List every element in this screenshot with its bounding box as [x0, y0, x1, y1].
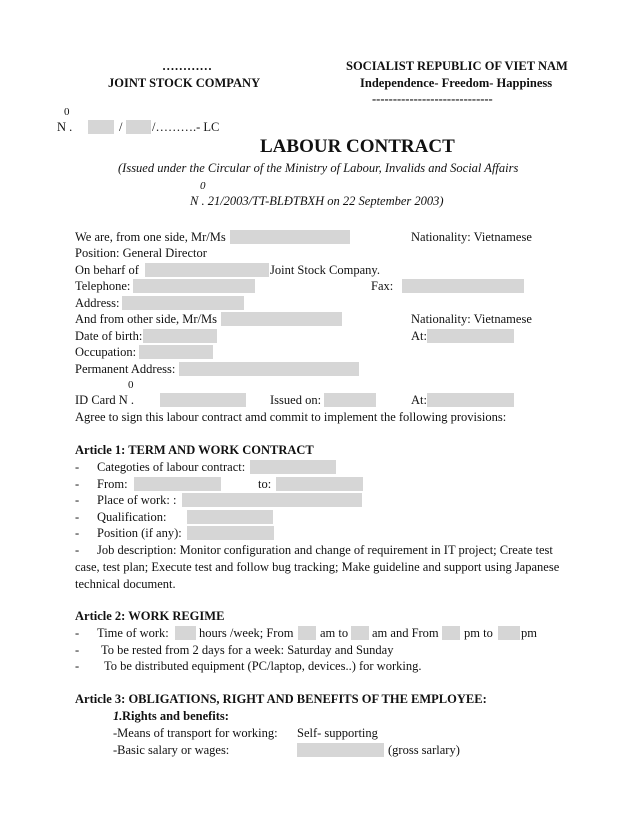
- rights-heading: Rights and benefits:: [122, 709, 229, 723]
- issued-at-label: At:: [411, 393, 427, 407]
- rights-number: 1.: [113, 709, 123, 723]
- motto-rule: -----------------------------: [372, 92, 493, 106]
- term-to-label: to:: [258, 477, 272, 491]
- birthplace-blank: [427, 329, 514, 343]
- company-placeholder: …………: [162, 59, 212, 73]
- party-two-nationality: Nationality: Vietnamese: [411, 312, 532, 326]
- time-of-work-label: Time of work:: [97, 626, 169, 640]
- hours-blank: [175, 626, 196, 640]
- bullet-dash: -: [75, 460, 80, 474]
- transport-value: Self- supporting: [297, 726, 378, 740]
- address-label: Address:: [75, 296, 120, 310]
- contract-category-label: Categoties of labour contract:: [97, 460, 246, 474]
- position-blank: [187, 526, 274, 540]
- end-pm-blank: [498, 626, 520, 640]
- bullet-dash: -: [75, 477, 80, 491]
- article-3-heading: Article 3: OBLIGATIONS, RIGHT AND BENEFITS OF THE EMPLOYEE:: [75, 692, 487, 706]
- dob-label: Date of birth:: [75, 329, 143, 343]
- address-blank: [122, 296, 244, 310]
- ref-blank-1: [88, 120, 114, 134]
- place-of-work-label: Place of work: :: [97, 493, 177, 507]
- am-and-from-label: am and From: [372, 626, 439, 640]
- bullet-dash: -: [75, 526, 80, 540]
- jsc-label: Joint Stock Company.: [270, 263, 380, 277]
- hours-week-label: hours /week; From: [199, 626, 294, 640]
- party-one-name-blank: [230, 230, 350, 244]
- document-subtitle: (Issued under the Circular of the Ministry of Labour, Invalids and Social Affairs: [118, 161, 519, 175]
- party-two-label: And from other side, Mr/Ms: [75, 312, 217, 326]
- id-card-blank: [160, 393, 246, 407]
- issued-at-blank: [427, 393, 514, 407]
- ref-superscript: 0: [64, 106, 70, 118]
- party-two-name-blank: [221, 312, 342, 326]
- bullet-dash: -: [75, 510, 80, 524]
- transport-label: -Means of transport for working:: [113, 726, 278, 740]
- party-one-position: Position: General Director: [75, 246, 207, 260]
- job-description-line3: technical document.: [75, 577, 176, 591]
- qualification-blank: [187, 510, 273, 524]
- gross-salary-label: (gross sarlary): [388, 743, 460, 757]
- article-2-heading: Article 2: WORK REGIME: [75, 609, 225, 623]
- party-one-label: We are, from one side, Mr/Ms: [75, 230, 226, 244]
- id-card-label: ID Card N .: [75, 393, 135, 407]
- fax-blank: [402, 279, 524, 293]
- pm-label: pm: [521, 626, 537, 640]
- ref-slash: /: [119, 120, 123, 134]
- telephone-blank: [133, 279, 255, 293]
- job-description-line2: case, test plan; Execute test and follow bug tracking; Make guideline and support using Japanese: [75, 560, 560, 574]
- qualification-label: Qualification:: [97, 510, 167, 524]
- id-superscript: 0: [128, 379, 134, 391]
- rest-days-text: To be rested from 2 days for a week: Saturday and Sunday: [101, 643, 394, 657]
- term-from-blank: [134, 477, 221, 491]
- bullet-dash: -: [75, 643, 80, 657]
- issued-on-blank: [324, 393, 376, 407]
- start-am-blank: [298, 626, 316, 640]
- bullet-dash: -: [75, 659, 80, 673]
- bullet-dash: -: [75, 543, 80, 557]
- issued-on-label: Issued on:: [270, 393, 322, 407]
- document-subtitle-line2: N . 21/2003/TT-BLĐTBXH on 22 September 2003): [190, 194, 444, 208]
- company-name: JOINT STOCK COMPANY: [108, 76, 261, 90]
- am-to-label: am to: [320, 626, 349, 640]
- occupation-blank: [139, 345, 213, 359]
- place-of-work-blank: [182, 493, 362, 507]
- ref-number-prefix: N .: [57, 120, 73, 134]
- start-pm-blank: [442, 626, 460, 640]
- republic-name: SOCIALIST REPUBLIC OF VIET NAM: [346, 59, 568, 73]
- permanent-address-label: Permanent Address:: [75, 362, 176, 376]
- document-title: LABOUR CONTRACT: [260, 136, 455, 157]
- agreement-text: Agree to sign this labour contract amd commit to implement the following provisions:: [75, 410, 507, 424]
- dob-blank: [143, 329, 217, 343]
- fax-label: Fax:: [371, 279, 394, 293]
- end-am-blank: [351, 626, 369, 640]
- bullet-dash: -: [75, 626, 80, 640]
- bullet-dash: -: [75, 493, 80, 507]
- company-name-blank: [145, 263, 269, 277]
- term-to-blank: [276, 477, 363, 491]
- motto: Independence- Freedom- Happiness: [360, 76, 553, 90]
- term-from-label: From:: [97, 477, 128, 491]
- ref-blank-2: [126, 120, 151, 134]
- pm-to-label: pm to: [464, 626, 493, 640]
- equipment-text: To be distributed equipment (PC/laptop, devices..) for working.: [104, 659, 422, 673]
- permanent-address-blank: [179, 362, 359, 376]
- birthplace-label: At:: [411, 329, 427, 343]
- position-label: Position (if any):: [97, 526, 182, 540]
- salary-blank: [297, 743, 384, 757]
- job-description-line1: Job description: Monitor configuration and change of requirement in IT project; Create test: [97, 543, 553, 557]
- telephone-label: Telephone:: [75, 279, 131, 293]
- article-1-heading: Article 1: TERM AND WORK CONTRACT: [75, 443, 314, 457]
- contract-category-blank: [250, 460, 336, 474]
- subtitle-superscript: 0: [200, 180, 206, 192]
- occupation-label: Occupation:: [75, 345, 137, 359]
- on-behalf-label: On beharf of: [75, 263, 139, 277]
- salary-label: -Basic salary or wages:: [113, 743, 230, 757]
- ref-tail: /……….- LC: [152, 120, 220, 134]
- party-one-nationality: Nationality: Vietnamese: [411, 230, 532, 244]
